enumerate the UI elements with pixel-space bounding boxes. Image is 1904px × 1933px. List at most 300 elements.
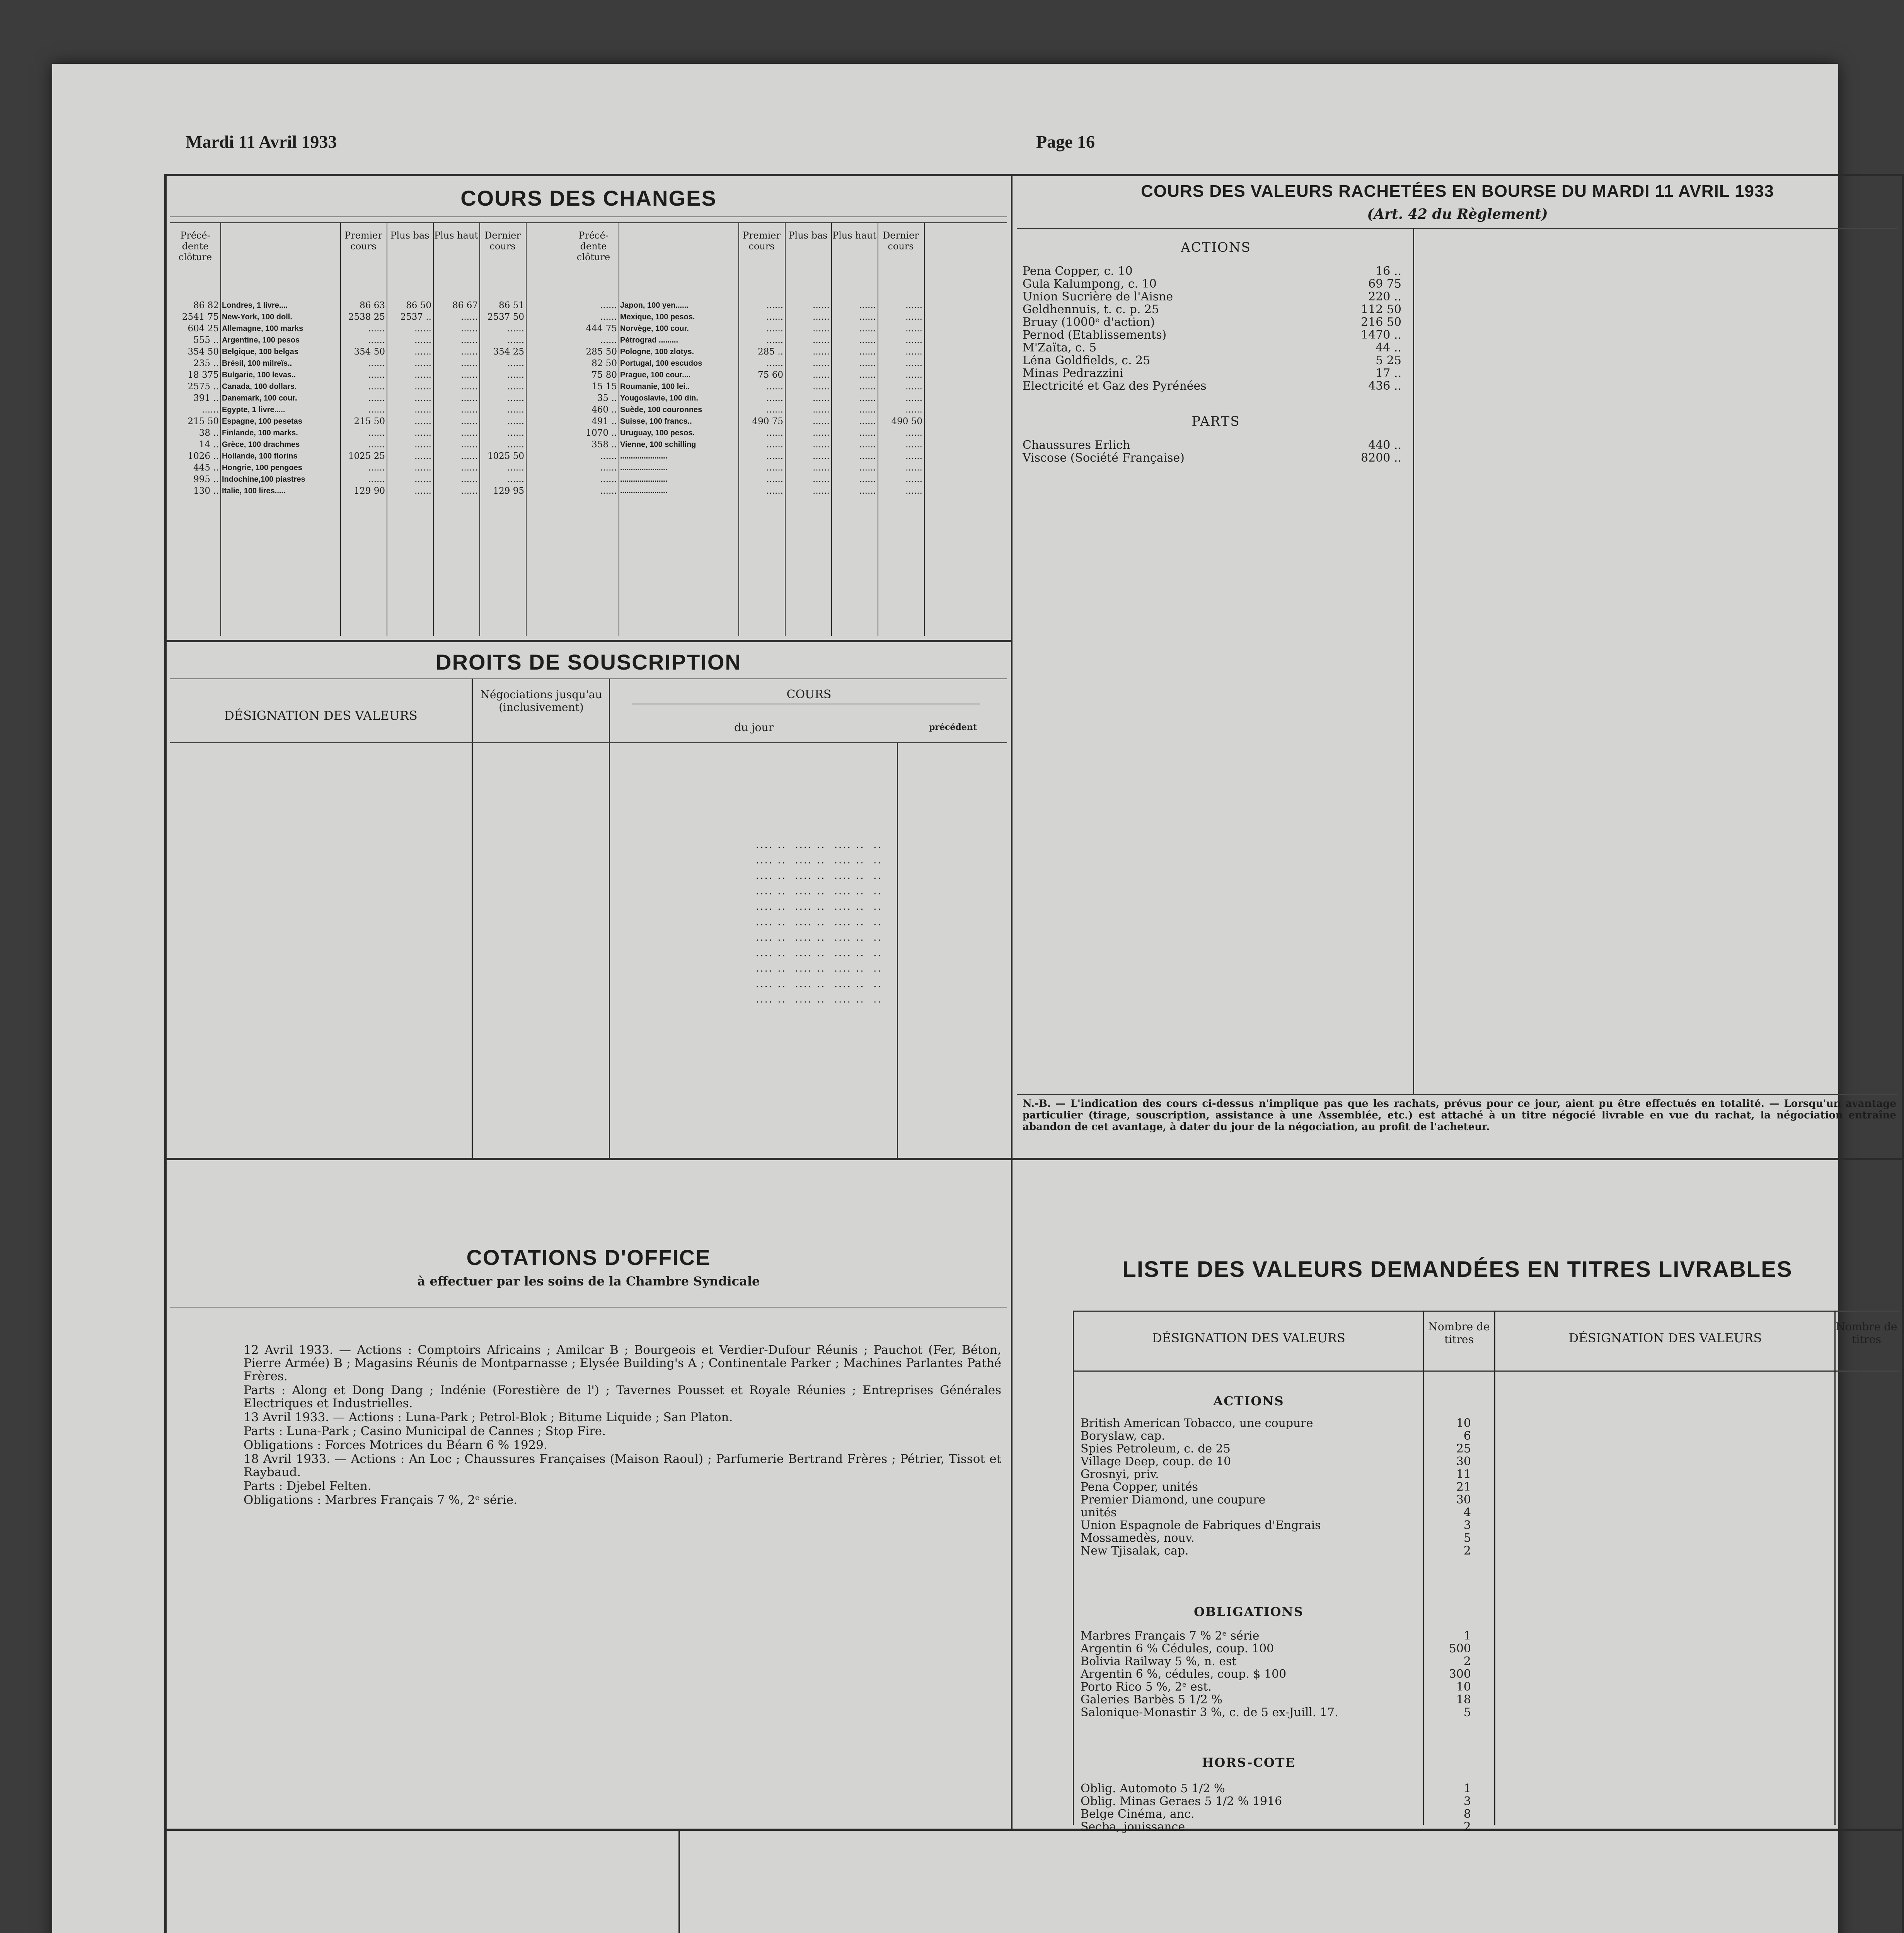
changes-cell-dernier: 2537 50 (487, 312, 524, 322)
rachetees-title: COURS DES VALEURS RACHETÉES EN BOURSE DU MARDI 11 AVRIL 1933 (1141, 182, 1774, 201)
changes-cell-dernier: ...... (905, 300, 922, 310)
changes-cell-prev: 604 25 (188, 324, 219, 334)
changes-cell-bas: 86 50 (406, 300, 431, 310)
changes-cell-bas: ...... (813, 451, 830, 461)
changes-cell-premier: ...... (766, 324, 783, 334)
changes-cell-prev: 391 .. (193, 393, 219, 403)
changes-cell-prev: 35 .. (597, 393, 617, 403)
changes-cell-prev: 75 80 (591, 370, 617, 380)
changes-cell-bas: ...... (414, 451, 431, 461)
changes-cell-dernier: ...... (507, 440, 524, 450)
list-row (1081, 1532, 1490, 1544)
changes-cell-prev: ...... (600, 474, 617, 484)
changes-cell-dernier: ...... (905, 451, 922, 461)
changes-cell-bas: ...... (813, 324, 830, 334)
changes-cell-name: Portugal, 100 escudos (620, 359, 702, 368)
changes-cell-haut: ...... (859, 347, 876, 357)
souscription-col-cours: COURS (786, 688, 832, 701)
list-item-name: Oblig. Automoto 5 1/2 % (1081, 1782, 1225, 1795)
changes-cell-name: ...................... (620, 464, 668, 472)
changes-cell-name: Vienne, 100 schilling (620, 440, 696, 449)
changes-cell-haut: ...... (859, 312, 876, 322)
list-row (1081, 1681, 1490, 1693)
list-item-name: British American Tobacco, une coupure (1081, 1417, 1313, 1430)
list-item-name: unités (1081, 1506, 1117, 1519)
changes-cell-name: Italie, 100 lires..... (222, 487, 286, 495)
list-row (1081, 1430, 1490, 1442)
livrables-col-designation: DÉSIGNATION DES VALEURS (1152, 1331, 1345, 1345)
changes-col-line (479, 222, 480, 636)
changes-cell-bas: ...... (813, 370, 830, 380)
list-row (1023, 354, 1409, 367)
changes-cell-prev: ...... (202, 405, 219, 415)
changes-cell-haut: ...... (859, 486, 876, 496)
souscription-title: DROITS DE SOUSCRIPTION (436, 650, 741, 674)
changes-bottom (166, 640, 1011, 642)
changes-cell-premier: 490 75 (752, 416, 783, 426)
changes-cell-dernier: ...... (905, 358, 922, 368)
list-item-value: 17 .. (1376, 366, 1401, 380)
changes-cell-name: Mexique, 100 pesos. (620, 313, 695, 321)
list-item-name: Gula Kalumpong, c. 10 (1023, 277, 1157, 291)
changes-cell-name: Suisse, 100 francs.. (620, 417, 692, 426)
list-item-name: Boryslaw, cap. (1081, 1429, 1165, 1443)
list-item-name: Premier Diamond, une coupure (1081, 1493, 1266, 1507)
list-row (1081, 1493, 1490, 1506)
list-item-value: 216 50 (1361, 315, 1401, 329)
changes-cell-name: Belgique, 100 belgas (222, 348, 298, 356)
changes-cell-haut: ...... (461, 405, 478, 415)
changes-cell-bas: ...... (813, 347, 830, 357)
livrables-horscote-list (1081, 1782, 1490, 1833)
changes-cell-haut: ...... (461, 393, 478, 403)
office-paragraph: Parts : Along et Dong Dang ; Indénie (Forestière de l') ; Tavernes Pousset et Royale Réunies ; Entreprises Générales Electriques et Industrielles. (244, 1383, 1001, 1410)
lower-divider (678, 1829, 680, 1933)
changes-col-line (738, 222, 739, 636)
changes-table (170, 222, 1007, 636)
changes-cell-prev: 444 75 (586, 324, 617, 334)
rachetees-note: N.-B. — L'indication des cours ci-dessus n'implique pas que les rachats, prévus pour ce jour, aient pu être effectués en totalité. — Lorsqu'un avantage particulier (tirage, souscription, assistance à une Assemblée, etc.) est attaché à un titre négocié livrable en vue du rachat, la négociation entraîne abandon de cet avantage, à dater du jour de la négociation, au profit de l'acheteur. (1023, 1098, 1896, 1133)
changes-cell-haut: ...... (859, 370, 876, 380)
list-row (1081, 1442, 1490, 1455)
changes-col-line (433, 222, 434, 636)
changes-cell-name: ...................... (620, 452, 668, 460)
changes-cell-premier: 285 .. (758, 347, 783, 357)
list-item-name: Viscose (Société Française) (1023, 451, 1185, 465)
list-item-value: 21 (1456, 1480, 1471, 1494)
changes-cell-dernier: ...... (507, 463, 524, 473)
changes-cell-dernier: ...... (507, 405, 524, 415)
changes-cell-bas: ...... (414, 416, 431, 426)
changes-cell-dernier: ...... (905, 324, 922, 334)
office-subtitle: à effectuer par les soins de la Chambre Syndicale (417, 1274, 760, 1289)
changes-cell-name: Brésil, 100 milreïs.. (222, 359, 292, 368)
list-row (1081, 1655, 1490, 1668)
changes-cell-name: Egypte, 1 livre..... (222, 406, 285, 414)
changes-cell-name: Hongrie, 100 pengoes (222, 464, 302, 472)
changes-cell-bas: ...... (414, 358, 431, 368)
list-item-name: Minas Pedrazzini (1023, 366, 1123, 380)
changes-col-header: Plus haut (434, 230, 479, 241)
list-item-value: 16 .. (1376, 264, 1401, 278)
changes-cell-dernier: ...... (507, 324, 524, 334)
changes-col-header: Plus haut (832, 230, 877, 241)
list-row (1081, 1455, 1490, 1468)
changes-cell-dernier: ...... (507, 370, 524, 380)
souscription-dots: .... .. .... .. .... .. .. .... .. .... .. .... .. .. .... .. .... .. .... .. .. .... .. .... .. .... .. .. .... .. .... .. .... .. .. .... .. .... .. .... .. .. .... .. .... .. .... .. .. .... .. .... .. .... .. .. .... .. .... .. .... .. .. .... .. .... .. .... .. .. .... .. .... .. .... .. .. (756, 839, 882, 1005)
list-item-name: Marbres Français 7 % 2ᵉ série (1081, 1629, 1260, 1643)
list-row (1081, 1481, 1490, 1493)
changes-cell-premier: ...... (766, 405, 783, 415)
changes-cell-haut: 86 67 (452, 300, 478, 310)
changes-cell-bas: ...... (414, 486, 431, 496)
changes-cell-dernier: ...... (905, 474, 922, 484)
changes-col-line (785, 222, 786, 636)
changes-cell-bas: ...... (813, 428, 830, 438)
changes-cell-bas: ...... (414, 324, 431, 334)
list-row (1023, 265, 1409, 278)
list-row (1023, 367, 1409, 380)
list-item-value: 5 25 (1376, 354, 1401, 367)
changes-col-header: Précé-dente clôture (576, 230, 610, 263)
list-item-value: 44 .. (1376, 341, 1401, 355)
changes-cell-prev: 86 82 (193, 300, 219, 310)
changes-cell-haut: ...... (461, 370, 478, 380)
changes-cell-dernier: 1025 50 (487, 451, 524, 461)
list-row (1023, 341, 1409, 354)
office-paragraphs (244, 1343, 1055, 1507)
list-row (1081, 1506, 1490, 1519)
changes-cell-dernier: ...... (905, 335, 922, 345)
changes-cell-haut: ...... (859, 416, 876, 426)
changes-cell-prev: ...... (600, 486, 617, 496)
list-item-value: 1 (1463, 1629, 1471, 1643)
changes-cell-haut: ...... (461, 312, 478, 322)
changes-cell-premier: 215 50 (354, 416, 385, 426)
list-item-name: Léna Goldfields, c. 25 (1023, 354, 1151, 367)
changes-cell-premier: ...... (766, 451, 783, 461)
list-item-name: Pena Copper, unités (1081, 1480, 1198, 1494)
list-row (1081, 1820, 1490, 1833)
changes-cell-bas: ...... (414, 440, 431, 450)
list-item-value: 25 (1456, 1442, 1471, 1456)
changes-cell-prev: 2575 .. (188, 382, 219, 392)
changes-cell-premier: 354 50 (354, 347, 385, 357)
changes-cell-premier: ...... (766, 358, 783, 368)
changes-cell-haut: ...... (859, 393, 876, 403)
changes-cell-name: ...................... (620, 487, 668, 495)
changes-col-header: Dernier cours (883, 230, 919, 252)
rachetees-actions-list (1023, 265, 1409, 392)
changes-cell-name: ...................... (620, 475, 668, 484)
list-row (1023, 290, 1409, 303)
changes-cell-prev: 14 .. (199, 440, 219, 450)
list-item-value: 5 (1463, 1531, 1471, 1545)
office-paragraph: Parts : Luna-Park ; Casino Municipal de Cannes ; Stop Fire. (244, 1424, 606, 1438)
list-item-value: 6 (1463, 1429, 1471, 1443)
changes-cell-prev: 235 .. (193, 358, 219, 368)
list-item-name: Electricité et Gaz des Pyrénées (1023, 379, 1207, 393)
list-item-name: Bruay (1000ᵉ d'action) (1023, 315, 1155, 329)
page-number: Page 16 (1036, 132, 1095, 152)
office-title: COTATIONS D'OFFICE (466, 1245, 711, 1270)
changes-cell-dernier: 354 25 (493, 347, 524, 357)
list-row (1081, 1544, 1490, 1557)
livrables-col-nombre-2: Nombre de titres (1836, 1320, 1897, 1346)
changes-cell-bas: ...... (813, 382, 830, 392)
changes-cell-premier: ...... (766, 312, 783, 322)
changes-cell-haut: ...... (461, 416, 478, 426)
changes-cell-bas: ...... (414, 463, 431, 473)
changes-cell-haut: ...... (461, 486, 478, 496)
changes-cell-dernier: ...... (905, 463, 922, 473)
livrables-title: LISTE DES VALEURS DEMANDÉES EN TITRES LIVRABLES (1122, 1257, 1793, 1282)
rachetees-actions-label: ACTIONS (1181, 240, 1251, 255)
rachetees-parts-label: PARTS (1191, 414, 1240, 429)
list-row (1081, 1693, 1490, 1706)
list-item-name: Argentin 6 % Cédules, coup. 100 (1081, 1642, 1274, 1655)
changes-cell-prev: 1026 .. (188, 451, 219, 461)
list-item-name: Union Espagnole de Fabriques d'Engrais (1081, 1519, 1321, 1532)
changes-cell-prev: 285 50 (586, 347, 617, 357)
changes-cell-haut: ...... (859, 451, 876, 461)
list-item-value: 11 (1456, 1468, 1471, 1481)
changes-cell-premier: ...... (368, 324, 385, 334)
office-paragraph: Obligations : Marbres Français 7 %, 2ᵉ série. (244, 1493, 518, 1507)
changes-cell-haut: ...... (461, 474, 478, 484)
changes-cell-name: Danemark, 100 cour. (222, 394, 297, 402)
rachetees-parts-list (1023, 439, 1409, 464)
list-item-value: 2 (1463, 1655, 1471, 1668)
changes-cell-name: New-York, 100 doll. (222, 313, 292, 321)
changes-cell-premier: ...... (766, 474, 783, 484)
list-item-value: 2 (1463, 1820, 1471, 1834)
row-divider-1 (166, 1158, 1902, 1160)
souscription-col-du-jour: du jour (734, 721, 774, 734)
changes-cell-name: Londres, 1 livre.... (222, 301, 288, 310)
changes-cell-dernier: ...... (507, 416, 524, 426)
changes-col-header: Premier cours (344, 230, 382, 252)
changes-cell-name: Hollande, 100 florins (222, 452, 298, 460)
changes-cell-dernier: ...... (507, 393, 524, 403)
list-item-name: Chaussures Erlich (1023, 438, 1130, 452)
list-item-value: 1 (1463, 1782, 1471, 1795)
changes-cell-name: Espagne, 100 pesetas (222, 417, 302, 426)
livrables-col-nombre: Nombre de titres (1428, 1320, 1490, 1346)
list-row (1081, 1795, 1490, 1808)
changes-cell-haut: ...... (859, 405, 876, 415)
list-row (1023, 439, 1409, 452)
changes-title: COURS DES CHANGES (460, 186, 717, 210)
changes-col-header: Premier cours (743, 230, 781, 252)
changes-cell-dernier: ...... (507, 382, 524, 392)
list-item-name: Pena Copper, c. 10 (1023, 264, 1133, 278)
changes-cell-dernier: ...... (507, 358, 524, 368)
changes-cell-bas: ...... (414, 428, 431, 438)
changes-cell-name: Grèce, 100 drachmes (222, 440, 300, 449)
changes-cell-haut: ...... (859, 382, 876, 392)
changes-cell-dernier: ...... (905, 370, 922, 380)
changes-cell-prev: 130 .. (193, 486, 219, 496)
changes-cell-dernier: ...... (905, 405, 922, 415)
changes-cell-name: Uruguay, 100 pesos. (620, 429, 695, 437)
changes-cell-name: Roumanie, 100 lei.. (620, 382, 690, 391)
list-row (1023, 303, 1409, 316)
changes-cell-prev: 354 50 (188, 347, 219, 357)
office-paragraph: 13 Avril 1933. — Actions : Luna-Park ; Petrol-Blok ; Bitume Liquide ; San Platon. (244, 1410, 733, 1424)
office-paragraph: Obligations : Forces Motrices du Béarn 6 % 1929. (244, 1438, 547, 1452)
changes-cell-prev: 82 50 (591, 358, 617, 368)
changes-col-line (526, 222, 527, 636)
list-row (1081, 1519, 1490, 1532)
list-row (1081, 1630, 1490, 1642)
livrables-horscote-label: HORS-COTE (1202, 1755, 1295, 1770)
changes-col-line (831, 222, 832, 636)
changes-cell-haut: ...... (461, 358, 478, 368)
changes-cell-bas: ...... (813, 312, 830, 322)
changes-cell-premier: ...... (368, 405, 385, 415)
changes-cell-dernier: ...... (507, 335, 524, 345)
changes-cell-premier: ...... (766, 428, 783, 438)
list-item-value: 18 (1456, 1693, 1471, 1706)
livrables-actions-label: ACTIONS (1213, 1394, 1284, 1408)
changes-cell-name: Pétrograd ......... (620, 336, 678, 344)
list-item-value: 2 (1463, 1544, 1471, 1558)
changes-cell-name: Suède, 100 couronnes (620, 406, 702, 414)
list-row (1023, 329, 1409, 341)
list-row (1023, 452, 1409, 464)
changes-cell-premier: ...... (368, 382, 385, 392)
changes-cell-haut: ...... (461, 347, 478, 357)
changes-col-header: Précé-dente clôture (178, 230, 212, 263)
list-row (1023, 316, 1409, 329)
list-row (1081, 1642, 1490, 1655)
list-row (1023, 278, 1409, 290)
list-item-name: New Tjisalak, cap. (1081, 1544, 1189, 1558)
changes-cell-haut: ...... (461, 335, 478, 345)
changes-col-line (220, 222, 221, 636)
list-item-name: Oblig. Minas Geraes 5 1/2 % 1916 (1081, 1795, 1282, 1808)
list-item-name: Salonique-Monastir 3 %, c. de 5 ex-Juill. 17. (1081, 1706, 1338, 1719)
changes-cell-bas: ...... (414, 347, 431, 357)
changes-cell-premier: ...... (368, 428, 385, 438)
changes-cell-prev: 555 .. (193, 335, 219, 345)
rachetees-subtitle: (Art. 42 du Règlement) (1367, 206, 1548, 222)
changes-cell-prev: 2541 75 (182, 312, 219, 322)
changes-cell-haut: ...... (859, 324, 876, 334)
changes-cell-haut: ...... (859, 300, 876, 310)
list-row (1081, 1706, 1490, 1719)
list-item-name: Mossamedès, nouv. (1081, 1531, 1195, 1545)
list-item-name: Grosnyi, priv. (1081, 1468, 1159, 1481)
changes-cell-premier: ...... (368, 370, 385, 380)
list-item-name: Belge Cinéma, anc. (1081, 1807, 1195, 1821)
list-item-name: M'Zaïta, c. 5 (1023, 341, 1097, 355)
changes-cell-name: Indochine,100 piastres (222, 475, 305, 484)
list-item-value: 10 (1456, 1680, 1471, 1694)
changes-cell-name: Yougoslavie, 100 din. (620, 394, 698, 402)
changes-cell-premier: ...... (766, 382, 783, 392)
changes-cell-premier: ...... (766, 335, 783, 345)
changes-cell-dernier: 490 50 (891, 416, 922, 426)
changes-cell-dernier: ...... (507, 428, 524, 438)
changes-cell-prev: ...... (600, 463, 617, 473)
changes-cell-prev: ...... (600, 312, 617, 322)
list-item-value: 3 (1463, 1795, 1471, 1808)
list-item-value: 300 (1449, 1667, 1471, 1681)
livrables-obligations-label: OBLIGATIONS (1194, 1604, 1304, 1619)
changes-cell-prev: ...... (600, 300, 617, 310)
list-item-value: 112 50 (1361, 303, 1401, 316)
changes-cell-premier: ...... (368, 358, 385, 368)
list-item-name: Secba, jouissance (1081, 1820, 1185, 1834)
office-paragraph: Parts : Djebel Felten. (244, 1479, 372, 1493)
changes-cell-bas: ...... (414, 474, 431, 484)
changes-cell-name: Pologne, 100 zlotys. (620, 348, 694, 356)
list-item-value: 4 (1463, 1506, 1471, 1519)
livrables-actions-list (1081, 1417, 1490, 1557)
changes-cell-haut: ...... (859, 463, 876, 473)
list-row (1081, 1668, 1490, 1681)
list-item-name: Bolivia Railway 5 %, n. est (1081, 1655, 1237, 1668)
changes-cell-haut: ...... (461, 324, 478, 334)
changes-cell-dernier: 86 51 (499, 300, 524, 310)
changes-cell-bas: ...... (813, 300, 830, 310)
changes-cell-haut: ...... (859, 335, 876, 345)
list-item-name: Galeries Barbès 5 1/2 % (1081, 1693, 1222, 1706)
changes-cell-haut: ...... (461, 463, 478, 473)
changes-col-line (340, 222, 341, 636)
changes-cell-prev: 38 .. (199, 428, 219, 438)
changes-cell-prev: ...... (600, 335, 617, 345)
changes-col-header: Dernier cours (484, 230, 521, 252)
list-row (1081, 1468, 1490, 1481)
changes-cell-dernier: ...... (905, 347, 922, 357)
changes-cell-premier: ...... (766, 463, 783, 473)
changes-cell-bas: ...... (813, 358, 830, 368)
changes-cell-haut: ...... (461, 440, 478, 450)
list-item-name: Village Deep, coup. de 10 (1081, 1455, 1231, 1468)
changes-cell-name: Norvège, 100 cour. (620, 324, 689, 333)
list-item-value: 1470 .. (1361, 328, 1401, 342)
changes-cell-dernier: ...... (905, 312, 922, 322)
changes-cell-dernier: ...... (905, 382, 922, 392)
list-item-value: 30 (1456, 1455, 1471, 1468)
list-item-name: Geldhennuis, t. c. p. 25 (1023, 303, 1159, 316)
souscription-col-precedent: précédent (929, 722, 977, 732)
changes-cell-premier: 129 90 (354, 486, 385, 496)
page-date: Mardi 11 Avril 1933 (186, 132, 337, 152)
changes-cell-premier: ...... (766, 486, 783, 496)
list-item-name: Pernod (Etablissements) (1023, 328, 1167, 342)
changes-cell-bas: ...... (813, 393, 830, 403)
changes-cell-prev: 491 .. (591, 416, 617, 426)
changes-cell-name: Finlande, 100 marks. (222, 429, 298, 437)
changes-cell-name: Bulgarie, 100 levas.. (222, 371, 296, 379)
changes-cell-bas: ...... (813, 416, 830, 426)
changes-cell-haut: ...... (461, 451, 478, 461)
changes-cell-dernier: ...... (507, 474, 524, 484)
changes-cell-prev: 460 .. (591, 405, 617, 415)
changes-cell-bas: ...... (414, 382, 431, 392)
changes-cell-dernier: ...... (905, 486, 922, 496)
office-paragraph: 18 Avril 1933. — Actions : An Loc ; Chaussures Françaises (Maison Raoul) ; Parfumerie Bertrand Frères ; Pétrier, Tissot et Raybaud. (244, 1452, 1001, 1479)
changes-cell-name: Canada, 100 dollars. (222, 382, 297, 391)
list-row (1023, 380, 1409, 392)
center-divider (1011, 176, 1013, 1829)
list-item-value: 30 (1456, 1493, 1471, 1507)
changes-cell-haut: ...... (859, 428, 876, 438)
